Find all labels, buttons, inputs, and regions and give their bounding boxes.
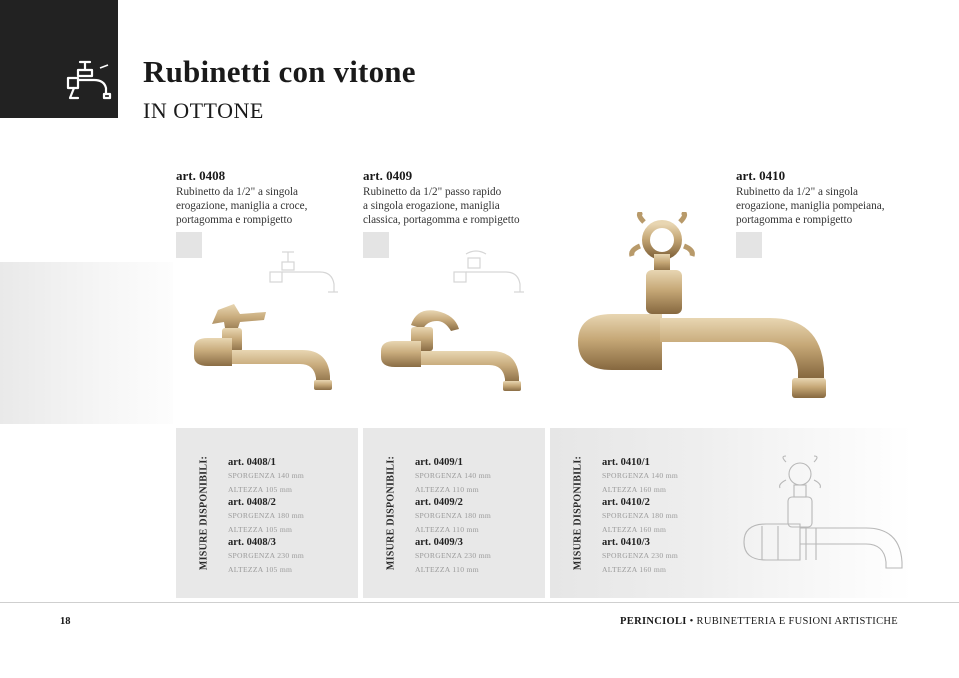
page-number: 18 bbox=[60, 616, 71, 627]
footer-brand-line bbox=[620, 616, 898, 627]
product-code: art. 0410 bbox=[736, 168, 786, 183]
size-spec: SPORGENZA 140 mm bbox=[415, 471, 492, 480]
size-spec: SPORGENZA 140 mm bbox=[602, 471, 679, 480]
size-spec: SPORGENZA 180 mm bbox=[228, 511, 305, 520]
finish-swatch[interactable] bbox=[176, 232, 202, 258]
size-code: art. 0408/1 bbox=[228, 457, 276, 468]
sizes-panel-0408 bbox=[176, 428, 358, 598]
brand-name: PERINCIOLI bbox=[620, 616, 687, 627]
size-code: art. 0409/2 bbox=[415, 497, 463, 508]
sizes-label: MISURE DISPONIBILI: bbox=[385, 455, 397, 571]
size-spec: SPORGENZA 230 mm bbox=[228, 551, 305, 560]
description-line: Rubinetto da 1/2" a singola bbox=[736, 186, 859, 198]
faucet-outline-drawing bbox=[452, 248, 524, 296]
faucet-outline-drawing bbox=[742, 454, 908, 574]
header-corner-block bbox=[0, 0, 118, 118]
sizes-list bbox=[602, 456, 678, 576]
page-title: Rubinetti con vitone bbox=[143, 54, 416, 89]
description-line: erogazione, maniglia pompeiana, bbox=[736, 200, 885, 212]
size-code: art. 0409/3 bbox=[415, 537, 463, 548]
size-spec: SPORGENZA 180 mm bbox=[602, 511, 679, 520]
size-code: art. 0409/1 bbox=[415, 457, 463, 468]
size-spec: SPORGENZA 230 mm bbox=[415, 551, 492, 560]
size-spec: ALTEZZA 160 mm bbox=[602, 484, 667, 494]
size-code: art. 0408/3 bbox=[228, 537, 276, 548]
faucet-image-0408 bbox=[190, 298, 338, 398]
sizes-label: MISURE DISPONIBILI: bbox=[572, 455, 584, 571]
size-code: art. 0410/2 bbox=[602, 497, 650, 508]
separator: • bbox=[689, 616, 694, 627]
size-spec: ALTEZZA 160 mm bbox=[602, 524, 667, 534]
faucet-image-0409 bbox=[377, 305, 527, 398]
size-spec: SPORGENZA 180 mm bbox=[415, 511, 492, 520]
faucet-image-0410 bbox=[574, 212, 832, 402]
faucet-icon bbox=[60, 56, 116, 106]
decorative-gradient-band bbox=[0, 262, 173, 424]
product-0408 bbox=[176, 168, 366, 227]
size-spec: ALTEZZA 110 mm bbox=[415, 484, 479, 494]
description-line: Rubinetto da 1/2" passo rapido bbox=[363, 186, 502, 198]
size-code: art. 0410/3 bbox=[602, 537, 650, 548]
size-spec: SPORGENZA 140 mm bbox=[228, 471, 305, 480]
description-line: portagomma e rompigetto bbox=[736, 214, 853, 226]
sizes-panel-0409 bbox=[363, 428, 545, 598]
description-line: portagomma e rompigetto bbox=[176, 214, 293, 226]
product-code: art. 0408 bbox=[176, 168, 226, 183]
size-spec: ALTEZZA 105 mm bbox=[228, 564, 293, 574]
sizes-list bbox=[228, 456, 304, 576]
description-line: classica, portagomma e rompigetto bbox=[363, 214, 520, 226]
product-description bbox=[363, 185, 553, 227]
size-code: art. 0408/2 bbox=[228, 497, 276, 508]
sizes-label: MISURE DISPONIBILI: bbox=[198, 455, 210, 571]
product-description bbox=[176, 185, 366, 227]
faucet-outline-drawing bbox=[268, 248, 338, 296]
size-code: art. 0410/1 bbox=[602, 457, 650, 468]
size-spec: ALTEZZA 105 mm bbox=[228, 484, 293, 494]
size-spec: ALTEZZA 160 mm bbox=[602, 564, 667, 574]
size-spec: ALTEZZA 110 mm bbox=[415, 564, 479, 574]
size-spec: SPORGENZA 230 mm bbox=[602, 551, 679, 560]
footer-divider bbox=[0, 602, 959, 603]
sizes-list bbox=[415, 456, 491, 576]
finish-swatch[interactable] bbox=[363, 232, 389, 258]
description-line: erogazione, maniglia a croce, bbox=[176, 200, 308, 212]
description-line: Rubinetto da 1/2" a singola bbox=[176, 186, 299, 198]
size-spec: ALTEZZA 105 mm bbox=[228, 524, 293, 534]
page-subtitle: IN OTTONE bbox=[143, 98, 264, 123]
sizes-panel-0410 bbox=[550, 428, 912, 598]
product-0409 bbox=[363, 168, 553, 227]
description-line: a singola erogazione, maniglia bbox=[363, 200, 500, 212]
size-spec: ALTEZZA 110 mm bbox=[415, 524, 479, 534]
product-code: art. 0409 bbox=[363, 168, 413, 183]
brand-tagline: RUBINETTERIA E FUSIONI ARTISTICHE bbox=[696, 616, 898, 627]
